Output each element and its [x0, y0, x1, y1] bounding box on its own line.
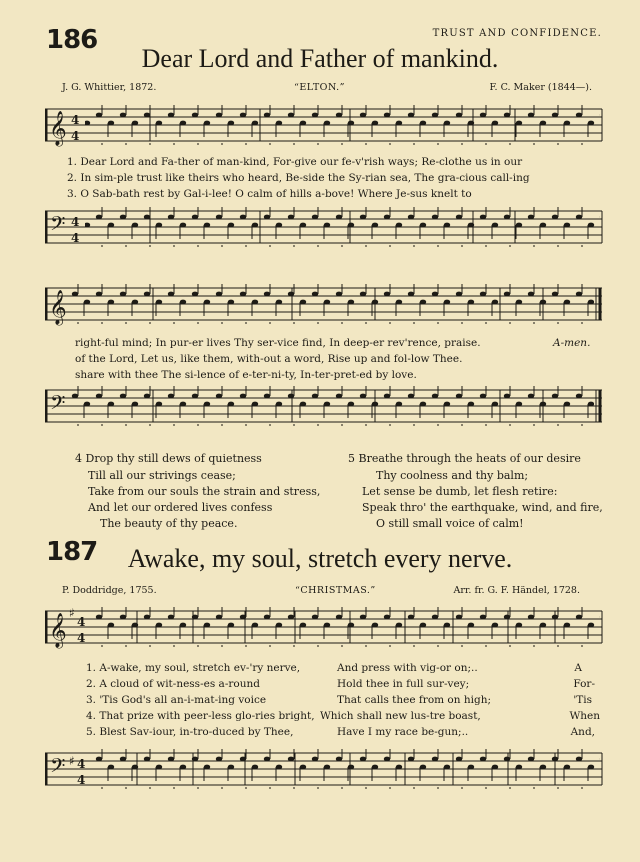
hymn-187-line1-a: 1. A-wake, my soul, stretch ev-'ry nerve, — [86, 662, 301, 674]
hymn-187-composer: Arr. fr. G. F. Händel, 1728. — [453, 585, 580, 596]
hymn-187-line3-c: 'Tis — [573, 694, 592, 706]
hymn-187-line2-b: Hold thee in full sur-vey; — [337, 678, 470, 690]
treble-staff-186-a — [45, 101, 605, 151]
verse-4-line-4: And let our ordered lives confess — [88, 501, 273, 514]
verse-5-line-1: 5 Breathe through the heats of our desire — [348, 452, 581, 465]
bass-clef-icon: 𝄢 — [50, 212, 66, 240]
verse-4-line-1: 4 Drop thy still dews of quietness — [75, 452, 262, 465]
svg-text:4: 4 — [77, 615, 86, 629]
verse-5-line-2: Thy coolness and thy balm; — [376, 469, 529, 482]
verse-5-line-3: Let sense be dumb, let flesh retire: — [362, 485, 558, 498]
svg-text:♯: ♯ — [69, 606, 75, 620]
hymn-186-s2-line2: of the Lord, Let us, like them, with-out a word, Rise up and fol-low Thee. — [75, 353, 463, 365]
hymn-187-author: P. Doddridge, 1755. — [62, 585, 157, 596]
amen-label: A-men. — [553, 337, 591, 349]
svg-text:𝄞: 𝄞 — [49, 613, 67, 648]
bass-staff-186-a — [45, 203, 605, 253]
svg-text:4: 4 — [71, 113, 80, 127]
svg-text:4: 4 — [71, 129, 80, 143]
hymn-187-line3-a: 3. 'Tis God's all an-i-mat-ing voice — [86, 694, 267, 706]
hymn-187-line5-b: Have I my race be-gun;.. — [337, 726, 469, 738]
svg-text:4: 4 — [71, 215, 80, 229]
hymn-186-title: Dear Lord and Father of mankind. — [141, 44, 499, 73]
hymn-187-line5-c: And, — [570, 726, 595, 738]
verse-4-line-2: Till all our strivings cease; — [88, 469, 236, 482]
svg-text:4: 4 — [71, 231, 80, 245]
hymn-186-s1-line1: 1. Dear Lord and Fa-ther of man-kind, For-give our fe-v'rish ways; Re-clothe us in our — [67, 156, 523, 168]
hymn-187-line4-b: Which shall new lus-tre boast, — [320, 710, 481, 722]
treble-staff-186-b — [45, 280, 605, 330]
hymn-186-s1-line2: 2. In sim-ple trust like theirs who heard, Be-side the Sy-rian sea, The gra-cious call-ing — [67, 172, 530, 184]
bass-staff-187 — [45, 745, 605, 795]
svg-text:4: 4 — [77, 757, 86, 771]
hymn-186-s2-line3: share with thee The si-lence of e-ter-ni-ty, In-ter-pret-ed by love. — [75, 369, 417, 381]
hymn-187-line3-b: That calls thee from on high; — [337, 694, 491, 706]
svg-text:4: 4 — [77, 773, 86, 787]
page-number: 186 — [46, 25, 98, 55]
hymn-187-line2-a: 2. A cloud of wit-ness-es a-round — [86, 678, 260, 690]
hymn-187-line2-c: For- — [573, 678, 595, 690]
svg-text:4: 4 — [77, 631, 86, 645]
hymn-187-line1-b: And press with vig-or on;.. — [337, 662, 478, 674]
section-heading: TRUST AND CONFIDENCE. — [432, 28, 602, 39]
hymn-186-s1-line3: 3. O Sab-bath rest by Gal-i-lee! O calm of hills a-bove! Where Je-sus knelt to — [67, 188, 472, 200]
verse-5-line-4: Speak thro' the earthquake, wind, and fire, — [362, 501, 603, 514]
hymn-187-number: 187 — [46, 537, 98, 567]
hymn-187-line1-c: A — [574, 662, 582, 674]
hymn-187-line4-c: When — [569, 710, 600, 722]
hymn-187-title: Awake, my soul, stretch every nerve. — [127, 544, 513, 573]
verse-5-line-5: O still small voice of calm! — [376, 517, 524, 530]
hymn-186-s2-line1: right-ful mind; In pur-er lives Thy ser-vice find, In deep-er rev'rence, praise. — [75, 337, 481, 349]
verse-4-line-5: The beauty of thy peace. — [100, 517, 238, 530]
treble-staff-187 — [45, 603, 605, 653]
svg-text:𝄢: 𝄢 — [50, 391, 66, 419]
hymn-186-composer: F. C. Maker (1844—). — [489, 82, 592, 93]
bass-staff-186-b — [45, 382, 605, 432]
svg-text:𝄞: 𝄞 — [49, 290, 67, 325]
hymn-187-line5-a: 5. Blest Sav-iour, in-tro-duced by Thee, — [86, 726, 294, 738]
svg-text:♯: ♯ — [69, 754, 75, 768]
verse-4-line-3: Take from our souls the strain and stress, — [88, 485, 321, 498]
svg-text:𝄢: 𝄢 — [50, 754, 66, 782]
hymn-187-line4-a: 4. That prize with peer-less glo-ries bright, — [86, 710, 315, 722]
hymn-186-author: J. G. Whittier, 1872. — [62, 82, 157, 93]
hymn-186-tune: “ELTON.” — [294, 82, 346, 93]
hymn-187-tune: “CHRISTMAS.” — [295, 585, 376, 596]
treble-clef-icon: 𝄞 — [49, 111, 67, 146]
